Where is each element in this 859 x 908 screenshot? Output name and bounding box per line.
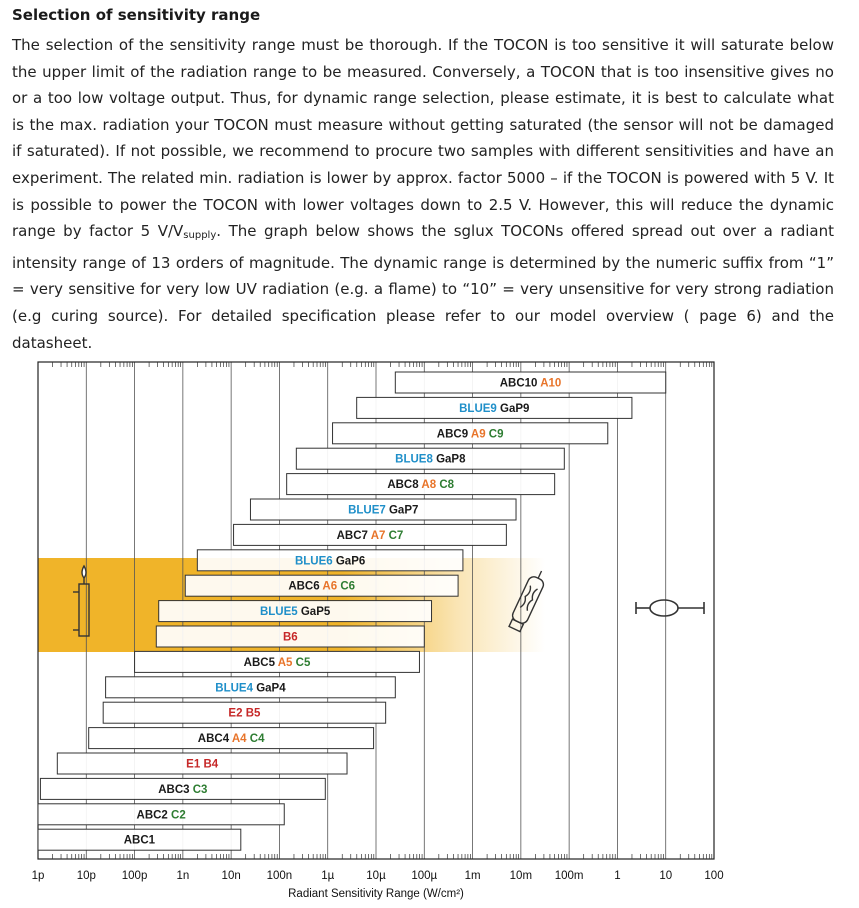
x-tick-label: 1m	[464, 870, 481, 882]
range-bar-label	[337, 530, 404, 542]
range-bar-label-part: E2	[228, 707, 246, 720]
x-tick-label: 100n	[266, 870, 293, 882]
range-bar-label-part: GaP9	[500, 402, 530, 415]
range-bar-label	[137, 809, 186, 821]
x-tick-label: 1µ	[321, 870, 335, 882]
range-bar-label	[158, 784, 207, 796]
range-bar-label-part: A7	[370, 529, 389, 542]
x-tick-label: 1n	[176, 870, 190, 882]
range-bar-label	[198, 733, 265, 745]
range-bar-label	[244, 657, 311, 669]
range-bar-label-part: GaP7	[388, 504, 419, 517]
paragraph-part-1: The selection of the sensitivity range must be thorough. If the TOCON is too sensitive it will saturate below the upper limit of the radiation range to be measured. Conversely, a TOCON that is too insensitive gives no or a too low voltage output. Thus, for dynamic range selection, please estimate, it is best to calculate what is the max. radiation your TOCON must measure without getting saturated (the sensor will not be damaged if saturated). If not possible, we recommend to procure two samples with different sensitivities and have an experiment. The related min. radiation is lower by approx. factor 5000 – if the TOCON is powered with 5 V. It is possible to power the TOCON with lower voltages down to 2.5 V. However, this will reduce the dynamic range by factor 5 V/V	[12, 36, 834, 241]
range-bar-label-part: ABC9	[436, 428, 471, 441]
range-bar-label-part: B6	[282, 631, 298, 644]
range-bar-label-part: BLUE8	[395, 453, 437, 466]
range-bar-label	[186, 759, 219, 771]
body-paragraph	[12, 32, 834, 356]
x-tick-label: 1p	[31, 870, 45, 882]
range-bar-label-part: ABC7	[336, 529, 371, 542]
range-bar-label	[348, 505, 418, 517]
range-bar-label-part: A10	[540, 377, 562, 390]
range-bar-label	[295, 555, 365, 567]
x-tick-label: 10	[659, 870, 673, 882]
range-bar-label	[437, 428, 504, 440]
range-bar-label	[228, 708, 261, 720]
range-bar-label-part: C8	[439, 479, 455, 492]
range-bar-label-part: ABC1	[123, 834, 156, 847]
range-bar-label-part: C2	[171, 809, 186, 822]
range-bar-label-part: ABC10	[499, 377, 541, 390]
x-tick-label: 1	[614, 870, 621, 882]
range-bar-label-part: A6	[322, 580, 341, 593]
sensitivity-range-chart	[0, 340, 859, 908]
range-bar-label-part: C9	[488, 428, 504, 441]
paragraph-part-2: . The graph below shows the sglux TOCONs offered spread out over a radiant intensity range of 13 orders of magnitude. The dynamic range is determined by the numeric suffix from “1” = very sensitive for very low UV radiation (e.g. a flame) to “10” = very unsensitive for very strong radiation (e.g curing source). For detailed specification please refer to our model overview ( page 6) and the datasheet.	[12, 222, 835, 352]
range-bar-label-part: GaP4	[256, 682, 286, 695]
section-heading: Selection of sensitivity range	[12, 6, 261, 24]
range-bar-label	[459, 403, 529, 415]
x-tick-label: 100µ	[411, 870, 438, 882]
range-bar-label	[387, 479, 454, 491]
range-bar-label-part: GaP5	[300, 606, 331, 619]
range-bar-label	[215, 682, 286, 694]
range-bar-label-part: ABC3	[158, 783, 193, 796]
range-bar-label-part: BLUE6	[294, 555, 336, 568]
range-bar-label	[500, 378, 562, 390]
range-bar-label	[283, 632, 298, 644]
x-tick-label: 100m	[554, 870, 584, 882]
range-bar-label-part: GaP8	[436, 453, 466, 466]
range-bar-label-part: C4	[249, 733, 265, 746]
range-bar-label-part: BLUE5	[259, 606, 301, 619]
range-bar-label-part: C3	[192, 783, 208, 796]
range-bar-label-part: ABC5	[243, 656, 278, 669]
range-bar-label-part: ABC8	[387, 479, 422, 492]
x-axis-label: Radiant Sensitivity Range (W/cm²)	[288, 888, 464, 900]
range-bar-label-part: E1	[186, 758, 204, 771]
range-bar-label	[124, 835, 156, 847]
range-bar-label	[260, 606, 331, 618]
range-bar-label	[288, 581, 355, 593]
range-bar-label-part: BLUE7	[348, 504, 389, 517]
range-bar-label-part: A5	[277, 656, 296, 669]
x-tick-label: 10µ	[366, 870, 386, 882]
range-bar-label-part: B4	[203, 758, 219, 771]
x-tick-label: 100	[704, 870, 724, 882]
range-bar-label-part: BLUE9	[459, 402, 501, 415]
x-tick-label: 10p	[76, 870, 96, 882]
chart-svg	[0, 340, 859, 904]
range-bar-label-part: GaP6	[335, 555, 366, 568]
range-bar-label-part: ABC2	[136, 809, 172, 822]
range-bar-label-part: B5	[245, 707, 261, 720]
x-tick-label: 10m	[509, 870, 533, 882]
supply-subscript: supply	[183, 230, 217, 242]
range-bar-label-part: C5	[295, 656, 311, 669]
x-tick-label: 100p	[121, 870, 148, 882]
range-bar-label-part: ABC4	[197, 733, 232, 746]
range-bar-label-part: A8	[421, 479, 440, 492]
range-bar-label-part: C7	[388, 529, 404, 542]
range-bar-label-part: ABC6	[288, 580, 323, 593]
range-bar-label	[395, 454, 466, 466]
range-bar-label-part: BLUE4	[215, 682, 257, 695]
range-bar-label-part: A9	[470, 428, 489, 441]
x-tick-label: 10n	[221, 870, 241, 882]
range-bar-label-part: C6	[340, 580, 356, 593]
range-bar-label-part: A4	[231, 733, 250, 746]
